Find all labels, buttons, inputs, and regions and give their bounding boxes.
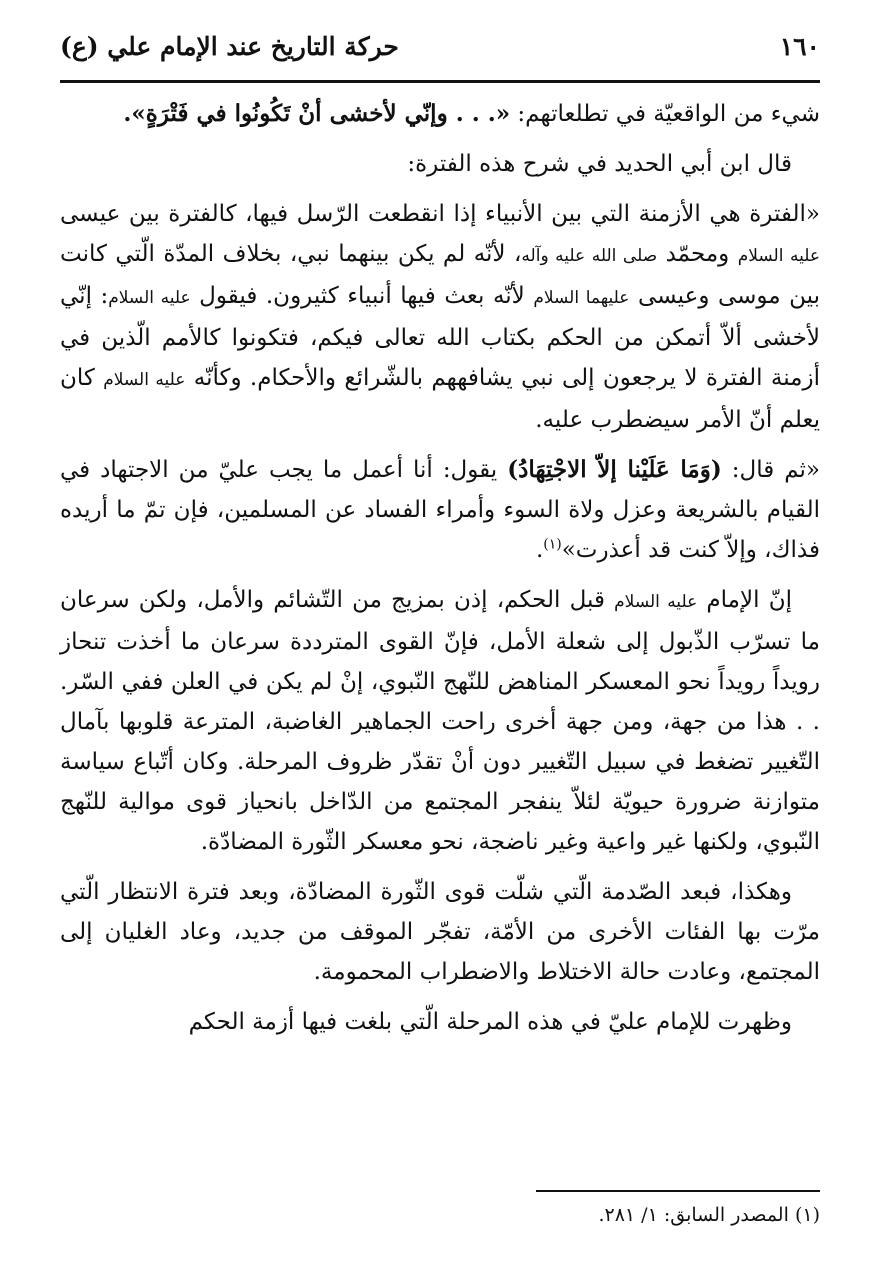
paragraph-3-part-f: كان يعلم أنّ الأمر سيضطرب عليه. [60,365,820,433]
footnote-reference[interactable]: (١) [543,536,562,553]
paragraph-7 [60,1002,820,1042]
paragraph-3-part-c: ، لأنّه لم يكن بينهما نبي، بخلاف المدّة الّتي كانت بين موسى وعيسى [60,241,821,309]
paragraph-4-quote [60,450,820,570]
paragraph-1-quote: «. . . وإنّي لأخشى أنْ تَكُونُوا في فَتْرَةٍ». [123,100,511,127]
paragraph-4-end: . [535,537,544,563]
footnote [598,1204,820,1226]
paragraph-3-part-e: : إنّي لأخشى ألاّ أتمكن من الحكم بكتاب الله تعالى فيكم، فتكونوا كالأمم الّذين في أزمنة الفترة لا يرجعون إلى نبي يشافههم بالشّرائع والأحكام. وكأنّه [60,283,820,391]
paragraph-1-text: شيء من الواقعيّة في تطلعاتهم: [510,101,820,127]
honorific-glyph: عليه السلام [103,370,186,390]
honorific-glyph: صلى الله عليه وآله [521,246,658,266]
header-rule [60,80,820,83]
paragraph-5 [60,580,820,862]
paragraph-2-text: قال ابن أبي الحديد في شرح هذه الفترة: [407,151,792,177]
running-title: حركة التاريخ عند الإمام علي (ع) [60,32,399,61]
page-number: ١٦٠ [779,32,820,61]
paragraph-4-part-a: «ثم قال: [721,457,820,483]
paragraph-2 [60,144,820,184]
paragraph-6-text: وهكذا، فبعد الصّدمة الّتي شلّت قوى الثّورة المضادّة، وبعد فترة الانتظار الّتي مرّت بها الفئات الأخرى من الأمّة، تفجّر الموقف من جديد، وعاد الغليان إلى المجتمع، وعادت حالة الاختلاط والاضطراب المحمومة. [60,879,820,985]
paragraph-4-part-b: يقول: أنا أعمل ما يجب عليّ من الاجتهاد في القيام بالشريعة وعزل ولاة السوء وأمراء الفساد عن المسلمين، فإن تمّ ما أريده فذاك، وإلاّ كنت قد أعذرت» [60,457,820,563]
honorific-glyph: عليه السلام [737,246,820,266]
paragraph-3-quote [60,194,820,440]
paragraph-6 [60,872,820,992]
paragraph-3-part-a: «الفترة هي الأزمنة التي بين الأنبياء إذا انقطعت الرّسل فيها، كالفترة بين عيسى [60,201,820,227]
honorific-glyph: عليه السلام [108,288,191,308]
paragraph-7-text: وظهرت للإمام عليّ في هذه المرحلة الّتي بلغت فيها أزمة الحكم [188,1009,792,1035]
honorific-glyph: عليهما السلام [533,288,630,308]
paragraph-5-part-b: قبل الحكم، إذن بمزيج من التّشائم والأمل، ولكن سرعان ما تسرّب الذّبول إلى شعلة الأمل، فإنّ القوى المترددة سرعان ما أخذت تنحاز رويداً رويداً نحو المعسكر المناهض للنّهج النّبوي، إنْ لم يكن في العلن ففي السّر. . . هذا من جهة، ومن جهة أخرى راحت الجماهير الغاضبة، المترعة قلوبها بآمال التّغيير تضغط في سبيل التّغيير دون أنْ تقدّر ظروف المرحلة. وكان أتّباع سياسة متوازنة ضرورة حيويّة لئلاّ ينفجر المجتمع من الدّاخل بانحياز قوى موالية للنّهج النّبوي، ولكنها غير واعية وغير ناضجة، نحو معسكر الثّورة المضادّة. [60,587,820,855]
paragraph-5-part-a: إنّ الإمام [697,587,792,613]
page-header [60,28,820,76]
paragraph-3-part-d: لأنّه بعث فيها أنبياء كثيرون. فيقول [190,283,534,309]
footnote-text: المصدر السابق: ١/ ٢٨١. [598,1204,789,1226]
page-body [60,94,820,1052]
quranic-quote: (وَمَا عَلَيْنا إلاّ الاجْتِهَادُ) [507,456,722,483]
footnote-marker: (١) [794,1204,820,1226]
paragraph-1 [60,94,820,134]
paragraph-3-part-b: ومحمّد [657,241,738,267]
honorific-glyph: عليه السلام [614,592,698,612]
footnote-rule [536,1190,820,1192]
